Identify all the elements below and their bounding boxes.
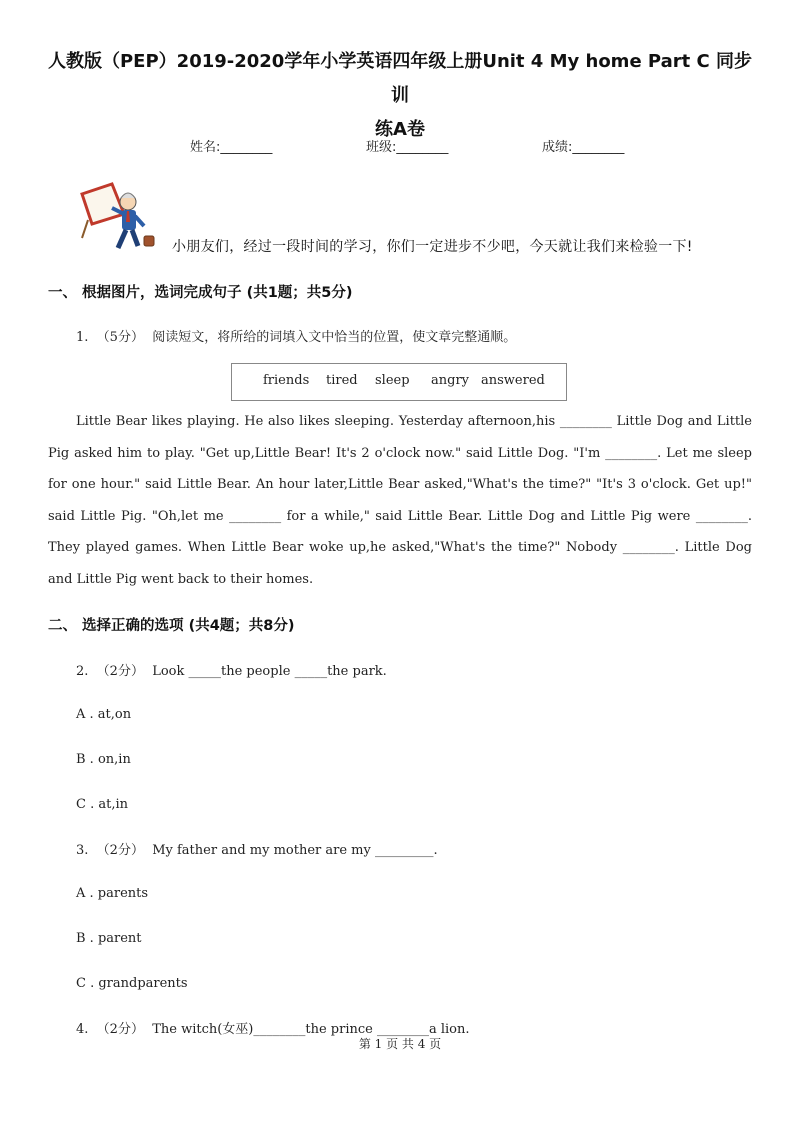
section-1-title: 一、 根据图片，选词完成句子 (共1题；共5分) — [48, 285, 353, 301]
question-3-option-c[interactable]: C . grandparents — [76, 976, 188, 991]
word-bank-item: answered — [481, 373, 545, 388]
intro-text: 小朋友们，经过一段时间的学习，你们一定进步不少吧，今天就让我们来检验一下! — [172, 239, 693, 255]
word-bank-item: tired — [326, 373, 358, 388]
section-2-title: 二、 选择正确的选项 (共4题；共8分) — [48, 618, 295, 634]
question-3-option-b[interactable]: B . parent — [76, 931, 142, 946]
passage-text: Little Bear likes playing. He also likes sleeping. Yesterday afternoon,his ________ Little Dog and Little Pig asked him to play. "Get up,Little Bear! It's 2 o'clock now." said Little Dog. "I'm ________. Let me sleep for one hour." said Little Bear. An hour later,Little Bear asked,"What's the time?" "It's 3 o'clock. Get up!" said Little Pig. "Oh,let me ________ for a while," said Little Bear. Little Dog and Little Pig were ________. They played games. When Little Bear woke up,he asked,"What's the time?" Nobody ________. Little Dog and Little Pig went back to their homes. — [48, 414, 752, 587]
question-3-option-a[interactable]: A . parents — [76, 886, 149, 901]
question-1-stem: 1. （5分） 阅读短文，将所给的词填入文中恰当的位置，使文章完整通顺。 — [76, 330, 517, 345]
question-2-stem: 2. （2分） Look _____the people _____the park. — [76, 664, 387, 679]
word-bank-item: angry — [431, 373, 470, 388]
score-field: 成绩:________ — [542, 140, 625, 155]
title-line-1: 人教版（PEP）2019-2020学年小学英语四年级上册Unit 4 My home Part C 同步训 — [47, 51, 752, 106]
name-field: 姓名:________ — [190, 140, 273, 155]
question-2-option-a[interactable]: A . at,on — [76, 707, 132, 722]
page-number: 第 1 页 共 4 页 — [358, 1037, 442, 1051]
teacher-holding-board-illustration — [78, 180, 162, 256]
reading-passage — [48, 406, 752, 596]
page-title — [40, 45, 760, 147]
title-line-2: 练A卷 — [375, 119, 425, 140]
question-2-option-b[interactable]: B . on,in — [76, 752, 131, 767]
class-field: 班级:________ — [366, 140, 449, 155]
question-2-option-c[interactable]: C . at,in — [76, 797, 128, 812]
word-bank-box — [231, 363, 567, 401]
question-4-stem: 4. （2分） The witch(女巫)________the prince ________a lion. — [76, 1022, 470, 1037]
question-3-stem: 3. （2分） My father and my mother are my _________. — [76, 843, 438, 858]
word-bank-item: friends — [263, 373, 310, 388]
word-bank-item: sleep — [375, 373, 410, 388]
